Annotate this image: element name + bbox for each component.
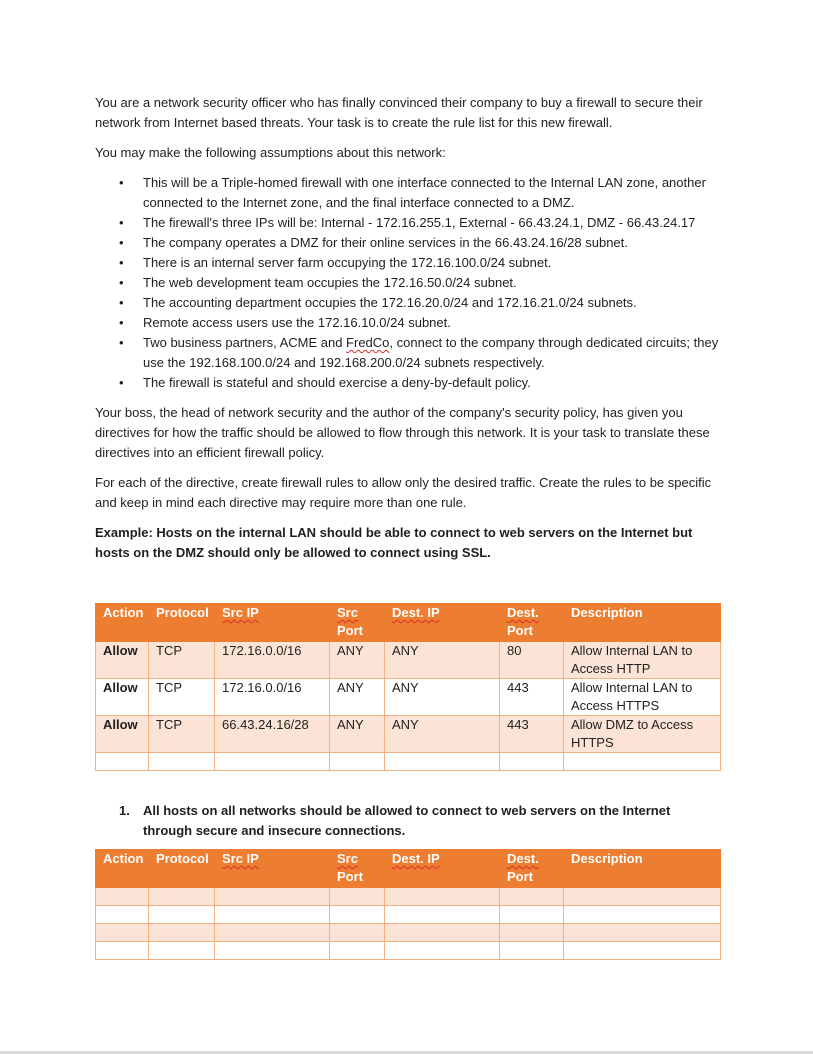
instructions-paragraph: For each of the directive, create firewall rules to allow only the desired traffic. Create the rules to be specific and keep in mind each directive may require more than one rule. xyxy=(95,475,712,510)
intro-paragraph: You are a network security officer who has finally convinced their company to buy a firewall to secure their network from Internet based threats. Your task is to create the rule list for this new firewall. xyxy=(95,95,703,130)
directive-item xyxy=(95,801,720,841)
cell-protocol: TCP xyxy=(149,642,215,679)
cell-action: Allow xyxy=(96,642,149,679)
cell-src-ip: 172.16.0.0/16 xyxy=(215,642,330,679)
header-src-port-line1: Src xyxy=(337,605,358,620)
header-src-port-line2: Port xyxy=(337,623,363,638)
cell-description: Allow Internal LAN to Access HTTP xyxy=(564,642,721,679)
directive-list xyxy=(95,801,720,841)
list-item: • The firewall's three IPs will be: Internal - 172.16.255.1, External - 66.43.24.1, DMZ - 66.43.24.17 xyxy=(95,213,720,233)
empty-cell[interactable] xyxy=(385,753,500,771)
empty-cell[interactable] xyxy=(564,906,721,924)
cell-protocol: TCP xyxy=(149,679,215,716)
empty-cell[interactable] xyxy=(96,753,149,771)
empty-cell[interactable] xyxy=(215,906,330,924)
table-row-empty xyxy=(96,906,721,924)
cell-dest-port: 80 xyxy=(500,642,564,679)
header-description: Description xyxy=(564,850,721,888)
header-dest-port-line1: Dest. xyxy=(507,851,539,866)
list-item: • The company operates a DMZ for their online services in the 66.43.24.16/28 subnet. xyxy=(95,233,720,253)
empty-cell[interactable] xyxy=(500,924,564,942)
cell-description: Allow Internal LAN to Access HTTPS xyxy=(564,679,721,716)
empty-cell[interactable] xyxy=(330,906,385,924)
empty-cell[interactable] xyxy=(149,906,215,924)
empty-cell[interactable] xyxy=(564,753,721,771)
assumptions-list xyxy=(95,173,720,393)
list-item: • This will be a Triple-homed firewall with one interface connected to the Internal LAN zone, another connected to the Internet zone, and the final interface connected to a DMZ. xyxy=(95,173,720,213)
empty-cell[interactable] xyxy=(149,888,215,906)
header-dest-ip-text: Dest. IP xyxy=(392,851,440,866)
header-protocol: Protocol xyxy=(149,850,215,888)
list-item: • The firewall is stateful and should exercise a deny-by-default policy. xyxy=(95,373,720,393)
empty-cell[interactable] xyxy=(500,753,564,771)
empty-cell[interactable] xyxy=(215,753,330,771)
table-header-row xyxy=(96,604,721,642)
header-dest-port-line1: Dest. xyxy=(507,605,539,620)
empty-cell[interactable] xyxy=(330,888,385,906)
header-protocol: Protocol xyxy=(149,604,215,642)
header-action: Action xyxy=(96,850,149,888)
empty-cell[interactable] xyxy=(149,924,215,942)
empty-cell[interactable] xyxy=(149,753,215,771)
example-rules-table xyxy=(95,603,721,771)
list-item-text: Two business partners, ACME and xyxy=(143,335,347,350)
header-dest-port-line2: Port xyxy=(507,623,533,638)
empty-cell[interactable] xyxy=(500,906,564,924)
empty-cell[interactable] xyxy=(215,942,330,960)
table-row-empty xyxy=(96,942,721,960)
cell-description: Allow DMZ to Access HTTPS xyxy=(564,716,721,753)
answer-rules-table xyxy=(95,849,721,960)
empty-cell[interactable] xyxy=(385,924,500,942)
empty-cell[interactable] xyxy=(96,942,149,960)
cell-dest-ip: ANY xyxy=(385,642,500,679)
directive-number: 1. xyxy=(119,803,130,818)
header-action: Action xyxy=(96,604,149,642)
cell-action: Allow xyxy=(96,679,149,716)
table-header-row xyxy=(96,850,721,888)
empty-cell[interactable] xyxy=(385,888,500,906)
spellcheck-word: FredCo xyxy=(346,335,390,350)
empty-cell[interactable] xyxy=(385,906,500,924)
empty-cell[interactable] xyxy=(500,942,564,960)
cell-dest-ip: ANY xyxy=(385,716,500,753)
table-row-empty xyxy=(96,888,721,906)
header-src-ip xyxy=(215,850,330,888)
example-heading: Example: Hosts on the internal LAN should be able to connect to web servers on the Internet but hosts on the DMZ should only be allowed to connect using SSL. xyxy=(95,525,693,560)
table-row xyxy=(96,679,721,716)
empty-cell[interactable] xyxy=(564,942,721,960)
empty-cell[interactable] xyxy=(330,924,385,942)
list-item xyxy=(95,333,720,373)
empty-cell[interactable] xyxy=(96,888,149,906)
header-src-port xyxy=(330,604,385,642)
document-page xyxy=(95,93,720,960)
header-description: Description xyxy=(564,604,721,642)
empty-cell[interactable] xyxy=(215,924,330,942)
directives-paragraph: Your boss, the head of network security and the author of the company's security policy, has given you directives for how the traffic should be allowed to flow through this network. It is your task to translate these directives into an efficient firewall policy. xyxy=(95,405,710,460)
assumptions-intro: You may make the following assumptions about this network: xyxy=(95,145,446,160)
empty-cell[interactable] xyxy=(149,942,215,960)
cell-src-port: ANY xyxy=(330,716,385,753)
cell-dest-port: 443 xyxy=(500,716,564,753)
list-item: • There is an internal server farm occupying the 172.16.100.0/24 subnet. xyxy=(95,253,720,273)
header-dest-port xyxy=(500,850,564,888)
header-dest-port-line2: Port xyxy=(507,869,533,884)
table-row xyxy=(96,716,721,753)
table-row xyxy=(96,642,721,679)
cell-dest-port: 443 xyxy=(500,679,564,716)
list-item-text: , connect to the company through dedicated circuits; they use the 192.168.100.0/24 and 192.168.200.0/24 subnets respectively. xyxy=(143,335,719,370)
empty-cell[interactable] xyxy=(96,924,149,942)
header-dest-ip xyxy=(385,604,500,642)
table-row-empty xyxy=(96,753,721,771)
cell-src-ip: 66.43.24.16/28 xyxy=(215,716,330,753)
cell-protocol: TCP xyxy=(149,716,215,753)
header-src-ip-text: Src IP xyxy=(222,605,259,620)
cell-src-port: ANY xyxy=(330,642,385,679)
directive-text: All hosts on all networks should be allowed to connect to web servers on the Internet through secure and insecure connections. xyxy=(143,803,671,838)
header-src-ip xyxy=(215,604,330,642)
empty-cell[interactable] xyxy=(385,942,500,960)
empty-cell[interactable] xyxy=(330,942,385,960)
header-src-port-line2: Port xyxy=(337,869,363,884)
list-item: • Remote access users use the 172.16.10.0/24 subnet. xyxy=(95,313,720,333)
list-item: • The web development team occupies the 172.16.50.0/24 subnet. xyxy=(95,273,720,293)
empty-cell[interactable] xyxy=(330,753,385,771)
empty-cell[interactable] xyxy=(564,888,721,906)
header-dest-ip-text: Dest. IP xyxy=(392,605,440,620)
header-src-port-line1: Src xyxy=(337,851,358,866)
list-item: • The accounting department occupies the 172.16.20.0/24 and 172.16.21.0/24 subnets. xyxy=(95,293,720,313)
cell-src-ip: 172.16.0.0/16 xyxy=(215,679,330,716)
empty-cell[interactable] xyxy=(96,906,149,924)
header-dest-ip xyxy=(385,850,500,888)
empty-cell[interactable] xyxy=(215,888,330,906)
header-src-port xyxy=(330,850,385,888)
header-src-ip-text: Src IP xyxy=(222,851,259,866)
empty-cell[interactable] xyxy=(564,924,721,942)
cell-src-port: ANY xyxy=(330,679,385,716)
cell-dest-ip: ANY xyxy=(385,679,500,716)
table-row-empty xyxy=(96,924,721,942)
header-dest-port xyxy=(500,604,564,642)
empty-cell[interactable] xyxy=(500,888,564,906)
cell-action: Allow xyxy=(96,716,149,753)
